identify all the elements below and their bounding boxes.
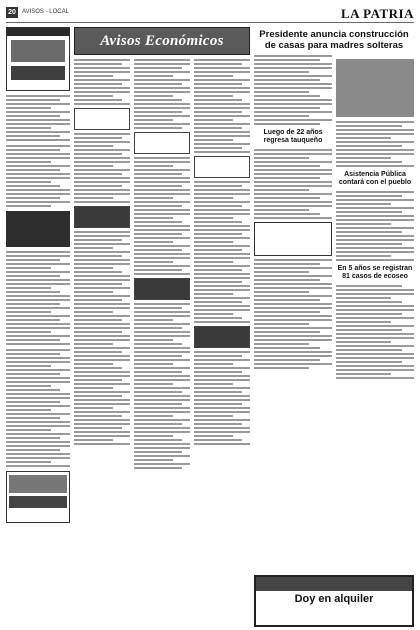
- rental-ad-text: Doy en alquiler: [294, 593, 374, 605]
- classified-ad: [194, 156, 250, 178]
- page-content: [6, 27, 414, 627]
- rental-ad: [254, 575, 414, 627]
- article-subhead: Asistencia Pública contará con el pueblo: [338, 171, 412, 186]
- paper-name: LA PATRIA: [341, 6, 414, 21]
- classifieds-banner: Avisos Económicos: [74, 27, 250, 55]
- text-block: [6, 145, 70, 207]
- right-column: [254, 27, 414, 627]
- mid-ad: [254, 222, 332, 256]
- masthead: [6, 6, 414, 23]
- vende-ad-title-block: [9, 475, 67, 493]
- article-column: [254, 55, 332, 381]
- classified-ad: [134, 278, 190, 300]
- vende-ad-phone-block: [9, 496, 67, 508]
- vende-ad: [6, 471, 70, 523]
- classified-column: [134, 59, 190, 471]
- article-headline: Presidente anuncia construcción de casas para madres solteras: [259, 29, 409, 51]
- text-block: [6, 349, 70, 467]
- dateline: AVISOS - LOCAL: [22, 9, 69, 15]
- ad-box-top: [6, 27, 70, 91]
- classified-ad: [194, 326, 250, 348]
- text-block: [6, 251, 70, 345]
- article-subhead: Luego de 22 años regresa tauqueño: [263, 129, 323, 144]
- article-photo: [336, 59, 414, 117]
- page-number: 20: [6, 7, 18, 18]
- classified-ad: [74, 206, 130, 228]
- classified-ad: [74, 108, 130, 130]
- classified-column: [74, 59, 130, 471]
- rental-ad-header: [256, 577, 412, 591]
- classifieds-section: [74, 27, 250, 627]
- left-column: [6, 27, 70, 627]
- article-column: [336, 55, 414, 381]
- dark-ad: [6, 211, 70, 247]
- ad-header-bar: [7, 28, 69, 36]
- ad-graphic-bottom: [11, 66, 65, 80]
- article-subhead: En 5 años se registran 81 casos de ecoseo: [337, 265, 413, 280]
- classified-column: [194, 59, 250, 471]
- classified-ad: [134, 132, 190, 154]
- text-block: [6, 95, 70, 141]
- ad-graphic: [11, 40, 65, 62]
